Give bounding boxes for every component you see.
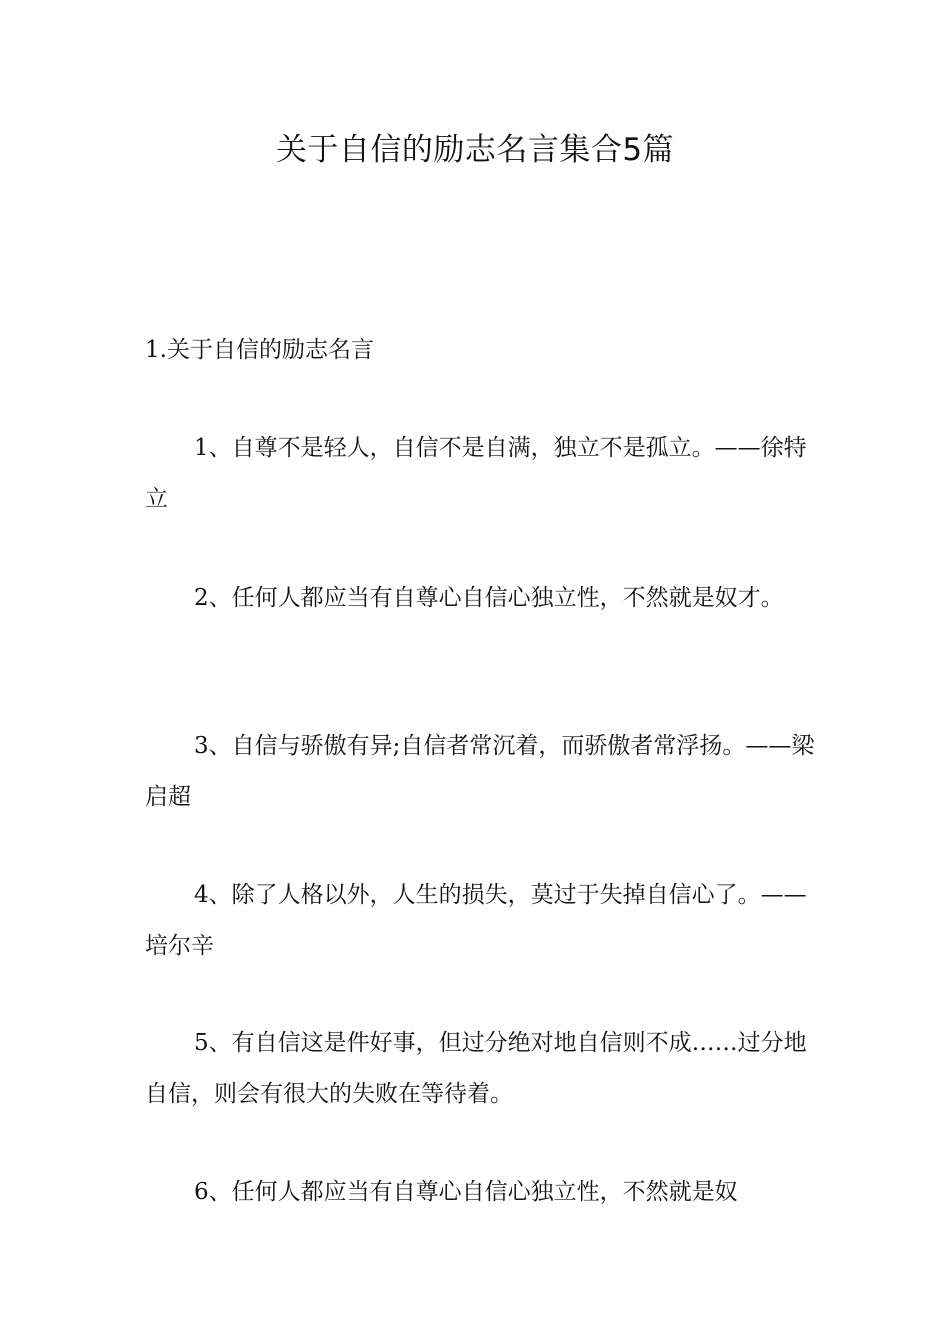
quote-paragraph-5: 5、有自信这是件好事，但过分绝对地自信则不成……过分地自信，则会有很大的失败在等待着。	[145, 1030, 807, 1107]
quote-paragraph-6: 6、任何人都应当有自尊心自信心独立性，不然就是奴	[194, 1179, 738, 1205]
section-heading: 1.关于自信的励志名言	[145, 337, 374, 363]
quote-paragraph-1: 1、自尊不是轻人，自信不是自满，独立不是孤立。——徐特立	[145, 435, 807, 512]
quote-paragraph-3: 3、自信与骄傲有异;自信者常沉着，而骄傲者常浮扬。——梁启超	[145, 733, 815, 810]
quote-paragraph-4: 4、除了人格以外，人生的损失，莫过于失掉自信心了。——培尔辛	[145, 882, 807, 959]
quote-paragraph-2: 2、任何人都应当有自尊心自信心独立性，不然就是奴才。	[194, 585, 784, 611]
document-title: 关于自信的励志名言集合5篇	[275, 132, 675, 168]
